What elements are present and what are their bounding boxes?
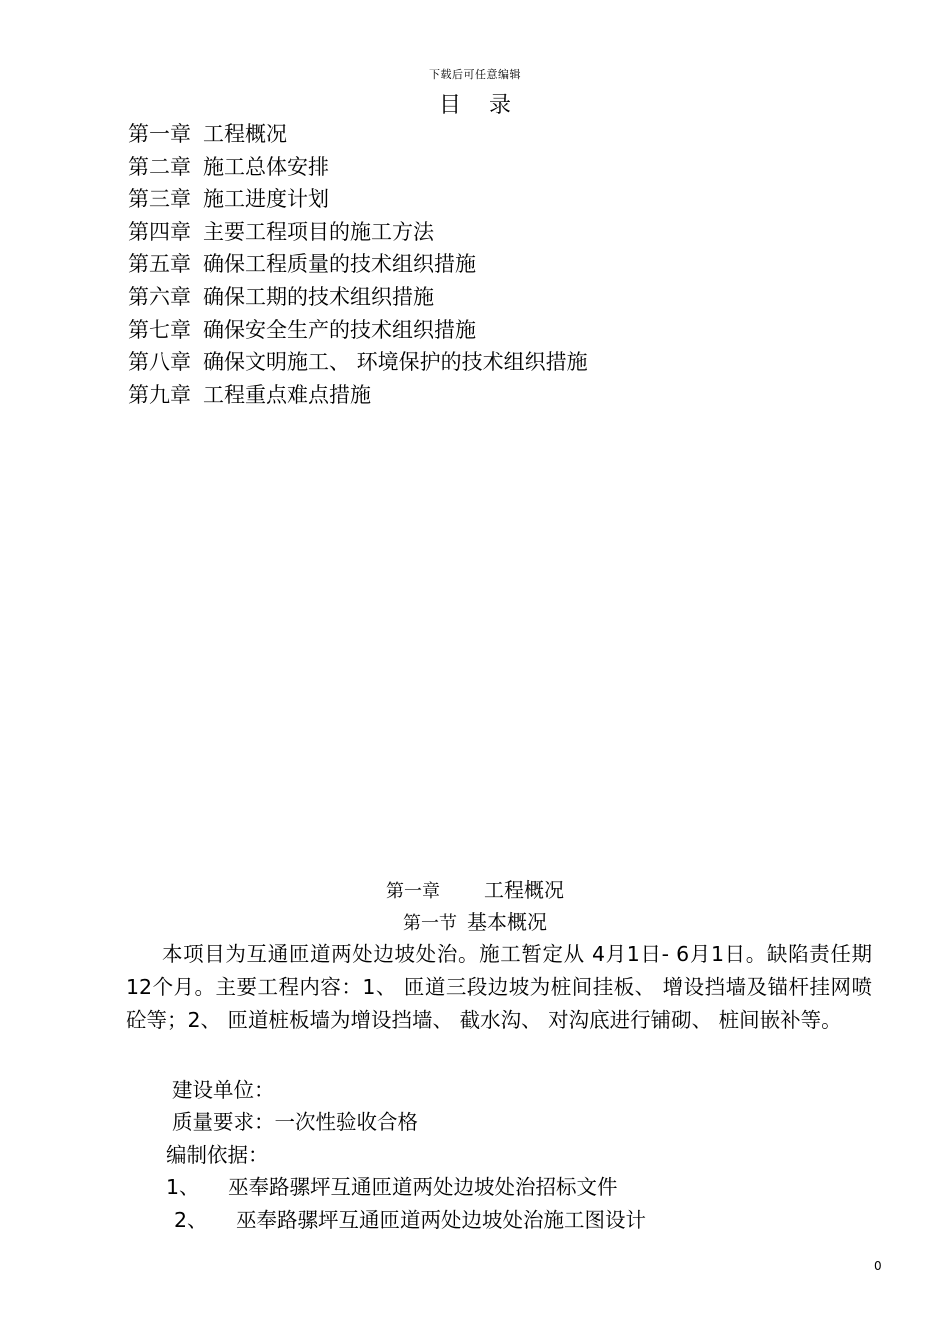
toc-item-number: 第一章 [128, 122, 191, 146]
toc-item [128, 281, 588, 314]
basis-item-index: 1、 [166, 1175, 200, 1199]
toc-item-title: 主要工程项目的施工方法 [203, 219, 434, 244]
toc-item [128, 314, 588, 347]
basis-item-text: 巫奉路骡坪互通匝道两处边坡处治招标文件 [228, 1175, 618, 1199]
toc-item-number: 第九章 [128, 382, 191, 407]
toc-item-number: 第八章 [128, 350, 191, 375]
toc-item-number: 第六章 [128, 284, 191, 309]
toc-item [128, 248, 588, 281]
toc-item-number: 第二章 [128, 154, 191, 179]
chapter-heading [0, 874, 950, 903]
toc-item [128, 183, 588, 216]
toc-item-title: 施工总体安排 [203, 154, 329, 179]
basis-item [166, 1170, 618, 1200]
chapter-title: 工程概况 [484, 878, 564, 902]
toc-item [128, 216, 588, 249]
basis-item-index: 2、 [174, 1208, 208, 1232]
quality-requirement: 质量要求：一次性验收合格 [172, 1110, 418, 1134]
toc-item [128, 379, 588, 412]
section-title: 基本概况 [467, 910, 547, 934]
basis-label: 编制依据： [166, 1143, 269, 1167]
toc-item [128, 151, 588, 184]
basis-item [174, 1203, 646, 1233]
toc-item-number: 第五章 [128, 252, 191, 277]
toc-item-title: 工程重点难点措施 [203, 382, 371, 407]
section-number: 第一节 [403, 913, 457, 934]
basis-item-text: 巫奉路骡坪互通匝道两处边坡处治施工图设计 [236, 1208, 646, 1232]
toc-item-number: 第七章 [128, 317, 191, 342]
toc-item-number: 第四章 [128, 219, 191, 244]
builder-label: 建设单位： [172, 1078, 275, 1102]
toc-item-title: 确保工期的技术组织措施 [203, 284, 434, 309]
toc-item [128, 118, 588, 151]
table-of-contents [128, 118, 588, 411]
toc-title: 目录 [438, 93, 539, 118]
toc-item-title: 施工进度计划 [203, 187, 329, 212]
toc-item-number: 第三章 [128, 187, 191, 212]
toc-item [128, 346, 588, 379]
toc-item-title: 确保安全生产的技术组织措施 [203, 317, 476, 342]
page-number: 0 [874, 1259, 882, 1273]
header-note: 下载后可任意编辑 [429, 68, 521, 81]
toc-item-title: 确保工程质量的技术组织措施 [203, 252, 476, 277]
toc-item-title: 确保文明施工、 环境保护的技术组织措施 [203, 350, 588, 375]
project-description-paragraph: 本项目为互通匝道两处边坡处治。施工暂定从 4月1日- 6月1日。缺陷责任期 12个月。主要工程内容：1、 匝道三段边坡为桩间挂板、 增设挡墙及锚杆挂网喷砼等；2、 匝道桩板墙为增设挡墙、 截水沟、 对沟底进行铺砌、 桩间嵌补等。 [126, 942, 872, 1032]
toc-item-title: 工程概况 [203, 122, 287, 146]
chapter-number: 第一章 [386, 881, 440, 902]
section-heading [0, 906, 950, 935]
